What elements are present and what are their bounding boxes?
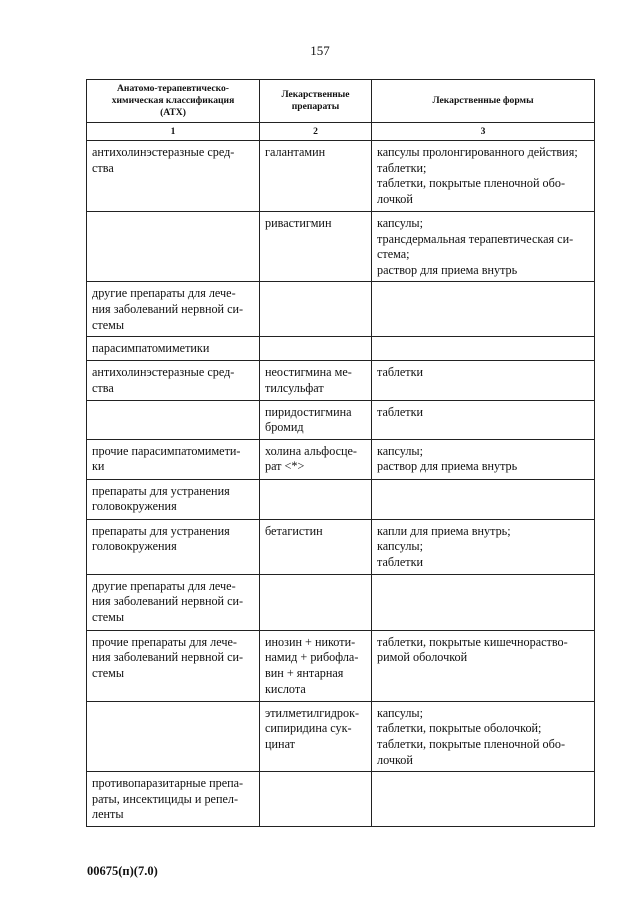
table-row: [87, 400, 595, 439]
table-row: [87, 361, 595, 400]
forms-cell: таблетки: [372, 361, 595, 400]
forms-cell: капсулы; трансдермальная терапевтическая си- стема; раствор для приема внутрь: [372, 212, 595, 282]
table-header-row: [87, 80, 595, 123]
header-forms: Лекарственные формы: [372, 80, 595, 123]
drug-cell: галантамин: [260, 141, 372, 212]
table-row: [87, 337, 595, 361]
table-row: [87, 772, 595, 827]
drug-cell: [260, 772, 372, 827]
drug-cell: этилметилгидрок- сипиридина сук- цинат: [260, 701, 372, 771]
drug-cell: бетагистин: [260, 519, 372, 574]
atc-cell: другие препараты для лече- ния заболеваний нервной си- стемы: [87, 574, 260, 630]
forms-cell: капли для приема внутрь; капсулы; таблетки: [372, 519, 595, 574]
atc-cell: антихолинэстеразные сред- ства: [87, 361, 260, 400]
column-number-1: 1: [87, 123, 260, 141]
atc-cell: [87, 400, 260, 439]
drug-cell: [260, 574, 372, 630]
atc-cell: препараты для устранения головокружения: [87, 519, 260, 574]
forms-cell: капсулы пролонгированного действия; таблетки; таблетки, покрытые пленочной обо- лочкой: [372, 141, 595, 212]
atc-cell: [87, 212, 260, 282]
drug-cell: [260, 337, 372, 361]
atc-cell: препараты для устранения головокружения: [87, 479, 260, 519]
column-number-3: 3: [372, 123, 595, 141]
atc-cell: антихолинэстеразные сред- ства: [87, 141, 260, 212]
column-number-2: 2: [260, 123, 372, 141]
column-number-row: [87, 123, 595, 141]
table-row: [87, 282, 595, 337]
forms-cell: таблетки, покрытые кишечнораство- римой оболочкой: [372, 630, 595, 701]
drug-cell: ривастигмин: [260, 212, 372, 282]
drug-cell: пиридостигмина бромид: [260, 400, 372, 439]
drug-cell: неостигмина ме- тилсульфат: [260, 361, 372, 400]
drug-cell: инозин + никоти- намид + рибофла- вин + янтарная кислота: [260, 630, 372, 701]
forms-cell: таблетки: [372, 400, 595, 439]
table-row: [87, 701, 595, 771]
table-row: [87, 439, 595, 479]
table-row: [87, 212, 595, 282]
header-atc: Анатомо-терапевтическо- химическая классификация (АТХ): [87, 80, 260, 123]
atc-cell: прочие препараты для лече- ния заболеваний нервной си- стемы: [87, 630, 260, 701]
forms-cell: [372, 574, 595, 630]
table-row: [87, 574, 595, 630]
forms-cell: капсулы; таблетки, покрытые оболочкой; таблетки, покрытые пленочной обо- лочкой: [372, 701, 595, 771]
forms-cell: [372, 337, 595, 361]
atc-cell: прочие парасимпатомимети- ки: [87, 439, 260, 479]
forms-cell: [372, 282, 595, 337]
forms-cell: капсулы; раствор для приема внутрь: [372, 439, 595, 479]
atc-cell: парасимпатомиметики: [87, 337, 260, 361]
drug-cell: холина альфосце- рат <*>: [260, 439, 372, 479]
atc-cell: противопаразитарные препа- раты, инсектициды и репел- ленты: [87, 772, 260, 827]
drug-cell: [260, 479, 372, 519]
table-row: [87, 519, 595, 574]
drug-table: [86, 79, 595, 827]
header-drugs: Лекарственные препараты: [260, 80, 372, 123]
atc-cell: [87, 701, 260, 771]
forms-cell: [372, 479, 595, 519]
atc-cell: другие препараты для лече- ния заболеваний нервной си- стемы: [87, 282, 260, 337]
table-row: [87, 630, 595, 701]
document-code: 00675(п)(7.0): [87, 864, 158, 878]
table-row: [87, 141, 595, 212]
forms-cell: [372, 772, 595, 827]
page-number: 157: [310, 43, 330, 58]
table-row: [87, 479, 595, 519]
drug-cell: [260, 282, 372, 337]
